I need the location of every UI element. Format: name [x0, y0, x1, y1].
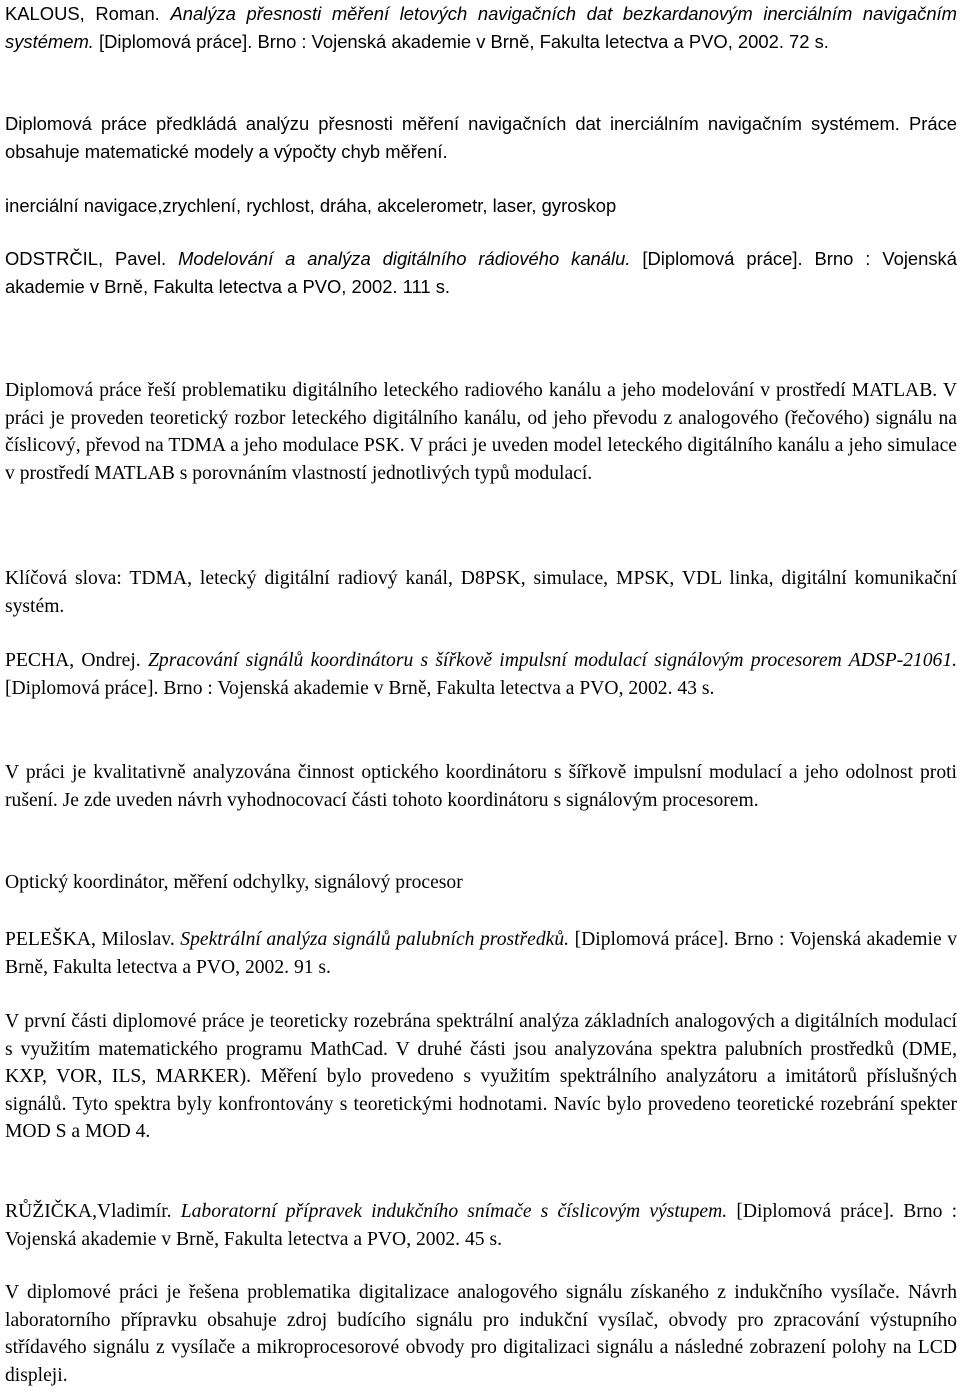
- citation-odstrcil: [5, 245, 957, 300]
- citation-ruzicka: [5, 1198, 957, 1253]
- abstract-ruzicka: V diplomové práci je řešena problematika digitalizace analogového signálu získaného z indukčního vysílače. Návrh laboratorního přípravku obsahuje zdroj budícího signálu pro indukční vysílač, obvody pro zpracování výstupního střídavého signálu z vysílače a mikroprocesorové obvody pro digitalizaci signálu a následné zobrazení polohy na LCD displeji.: [5, 1282, 957, 1386]
- citation-peleska: [5, 926, 957, 981]
- publication-info: [Diplomová práce]. Brno : Vojenská akademie v Brně, Fakulta letectva a PVO, 2002. 91 s.: [5, 929, 957, 978]
- abstract-peleska: V první části diplomové práce je teoreticky rozebrána spektrální analýza základních analogových a digitálních modulací s využitím matematického programu MathCad. V druhé části jsou analyzována spektra palubních prostředků (DME, KXP, VOR, ILS, MARKER). Měření bylo provedeno s využitím spektrálního analyzátoru a imitátorů příslušných signálů. Tyto spektra byly konfrontovány s teoretickými hodnotami. Navíc bylo provedeno teoretické rozebrání spekter MOD S a MOD 4.: [5, 1011, 957, 1142]
- publication-info: [Diplomová práce]. Brno : Vojenská akademie v Brně, Fakulta letectva a PVO, 2002. 111 s.: [5, 248, 957, 297]
- thesis-title: Modelování a analýza digitálního rádiového kanálu.: [178, 248, 631, 269]
- citation-kalous: [5, 0, 957, 55]
- publication-info: [Diplomová práce]. Brno : Vojenská akademie v Brně, Fakulta letectva a PVO, 2002. 45 s.: [5, 1201, 958, 1250]
- publication-info: [Diplomová práce]. Brno : Vojenská akademie v Brně, Fakulta letectva a PVO, 2002. 43 s.: [5, 677, 715, 699]
- thesis-title: Laboratorní přípravek indukčního snímače s číslicovým výstupem.: [180, 1201, 728, 1222]
- abstract-odstrcil: Diplomová práce řeší problematiku digitálního leteckého radiového kanálu a jeho modelování v prostředí MATLAB. V práci je proveden teoretický rozbor leteckého digitálního kanálu, od jeho převodu z analogového (řečového) signálu na číslicový, převod na TDMA a jeho modulace PSK. V práci je uveden model leteckého digitálního kanálu a jeho simulace v prostředí MATLAB s porovnáním vlastností jednotlivých typů modulací.: [5, 380, 957, 484]
- abstract-kalous: Diplomová práce předkládá analýzu přesnosti měření navigačních dat inerciálním navigačním systémem. Práce obsahuje matematické modely a výpočty chyb měření.: [5, 113, 957, 162]
- citation-pecha: [5, 647, 957, 702]
- author: PELEŠKA, Miloslav.: [5, 929, 175, 950]
- keywords-odstrcil: Klíčová slova: TDMA, letecký digitální radiový kanál, D8PSK, simulace, MPSK, VDL linka, digitální komunikační systém.: [5, 568, 957, 617]
- thesis-title: Analýza přesnosti měření letových navigačních dat bezkardanovým inerciálním navigačním systémem.: [5, 3, 957, 52]
- author: PECHA, Ondrej.: [5, 650, 141, 671]
- author: ODSTRČIL, Pavel.: [5, 248, 167, 269]
- author: KALOUS, Roman.: [5, 3, 160, 24]
- keywords-pecha: Optický koordinátor, měření odchylky, signálový procesor: [5, 872, 463, 893]
- publication-info: [Diplomová práce]. Brno : Vojenská akademie v Brně, Fakulta letectva a PVO, 2002. 72 s.: [99, 30, 829, 52]
- thesis-title: Spektrální analýza signálů palubních prostředků.: [180, 929, 570, 950]
- thesis-title: Zpracování signálů koordinátoru s šířkově impulsní modulací signálovým procesorem ADSP-21061.: [148, 650, 958, 671]
- abstract-pecha: V práci je kvalitativně analyzována činnost optického koordinátoru s šířkově impulsní modulací a jeho odolnost proti rušení. Je zde uveden návrh vyhodnocovací části tohoto koordinátoru s signálovým procesorem.: [5, 762, 957, 811]
- keywords-kalous: inerciální navigace,zrychlení, rychlost, dráha, akcelerometr, laser, gyroskop: [5, 195, 617, 216]
- author: RŮŽIČKA,Vladimír.: [5, 1201, 172, 1222]
